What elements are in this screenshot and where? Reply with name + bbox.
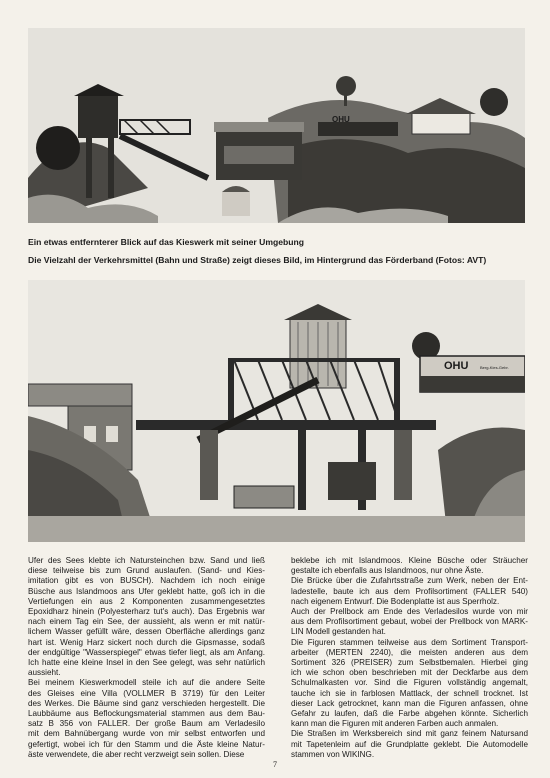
text-line: nach eigenem Entwurf. Die Bodenplatte ist aus Sperrholz.	[291, 596, 500, 606]
text-line: tauche ich sie in farblosen Mattlack, der schnell trocknet. Ist	[291, 688, 528, 698]
photo-bridge-traffic	[28, 280, 525, 542]
text-line: mit dem Bahnübergang wurde von mir selbst entworfen und	[28, 729, 265, 739]
text-line: Büsche aus Islandmoos ans Ufer geklebt hatte, goß ich in die	[28, 586, 265, 596]
bottom-photo-sign: OHU	[444, 360, 469, 372]
photo-kieswerk-overview-image	[28, 28, 525, 223]
text-line: der endgültige "Wasserspiegel" etwas tiefer liegt, als am Anfang.	[28, 647, 265, 657]
text-line: satz B 356 von FALLER. Der große Baum am Verladesilo	[28, 719, 265, 729]
text-line: Die Brücke über die Zufahrtsstraße zum Werk, neben der Ent-	[291, 576, 528, 586]
text-line: des Werkes. Die Bäume sind ganz verschieden hergestellt. Die	[28, 698, 265, 708]
text-line: mit Tapetenleim auf die Grundplatte geklebt. Die Automodelle	[291, 739, 528, 749]
text-line: Epoxidharz hinein (Polyesterharz tut's auch). Das Ergebnis war	[28, 607, 265, 617]
text-line: aus dem Profilsortiment gebaut, wobei der Prellbock von MARK-	[291, 617, 528, 627]
text-line: Bei meinem Kieswerkmodell steile ich auf die andere Seite	[28, 678, 265, 688]
text-line: Sortiment 326 (PREISER) zum Selbstbemalen. Hierbei ging	[291, 658, 528, 668]
article-column-left	[28, 556, 265, 760]
text-line: beklebe ich mit Islandmoos. Kleine Büsche oder Sträucher	[291, 556, 528, 565]
text-line: nach einem Tag ein See, der aussieht, als wenn er mit natür-	[28, 617, 265, 627]
text-line: aussieht.	[28, 668, 61, 678]
text-line: Auch der Prellbock am Ende des Verladesilos wurde von mir	[291, 607, 528, 617]
text-line: gestalte ich ebenfalls aus Islandmoos, nur ohne Äste.	[291, 566, 484, 576]
text-line: hart ist. Wenig Harz sickert noch durch die Gipsmasse, sodaß	[28, 637, 265, 647]
text-line: Gefahr zu laufen, daß die Farbe abgehen könnte. Sicherlich	[291, 709, 528, 719]
photo-bridge-traffic-image	[28, 280, 525, 542]
text-line: diese teilweise bis zum Grund auslaufen. (Sand- und Kies-	[28, 566, 265, 576]
text-line: äste verwendete, die aber recht verzweigt sein sollen. Diese	[28, 749, 245, 759]
bottom-photo-sign-small: Berg-Kies-Gebr.	[480, 365, 509, 370]
text-line: arbeiter (MERTEN 2240), die meisten anderen aus dem	[291, 647, 528, 657]
text-line: imitation gibt es von BUSCH). Nachdem ich noch einige	[28, 576, 265, 586]
text-line: LIN Modell gestanden hat.	[291, 627, 386, 637]
text-line: Ich hatte eine kleine Insel in den See gelegt, was sehr natürlich	[28, 658, 265, 668]
caption-bottom-photo: Die Vielzahl der Verkehrsmittel (Bahn und Straße) zeigt dieses Bild, im Hintergrund das Förderband (Fotos: AVT)	[28, 255, 487, 265]
text-line: Die Straßen im Werksbereich sind mit ganz feinem Natursand	[291, 729, 528, 739]
text-line: Schulmalkasten vor. Sind die Figuren vollständig angemalt,	[291, 678, 528, 688]
text-line: stammen von WIKING.	[291, 749, 375, 759]
text-line: kann man die Figuren mit anderen Farben auch anmalen.	[291, 719, 499, 729]
page-number: 7	[273, 760, 277, 769]
article-column-right	[291, 556, 528, 760]
text-line: Laubbäume aus Beflockungsmaterial stammen aus dem Bau-	[28, 709, 265, 719]
photo-kieswerk-overview	[28, 28, 525, 223]
text-line: ladestelle, baute ich aus dem Profilsortiment (FALLER 540)	[291, 586, 528, 596]
text-line: ich wie schon oben beschrieben mit der Deckfarbe aus dem	[291, 668, 528, 678]
text-line: des Gleises eine Villa (VOLLMER B 3719) für den Leiter	[28, 688, 265, 698]
top-photo-sign: OHU	[332, 115, 350, 124]
text-line: gefertigt, wobei ich für den Stamm und die Äste kleine Natur-	[28, 739, 265, 749]
text-line: Vertiefungen ein aus 2 Komponenten zusammengesetztes	[28, 596, 265, 606]
caption-top-photo: Ein etwas entfernterer Blick auf das Kieswerk mit seiner Umgebung	[28, 237, 305, 247]
text-line: lichem Wasser gefüllt wäre, dessen Oberfläche allerdings ganz	[28, 627, 265, 637]
text-line: dieser Lack getrocknet, kann man die Figuren anfassen, ohne	[291, 698, 528, 708]
text-line: Die Figuren stammen teilweise aus dem Sortiment Transport-	[291, 637, 528, 647]
text-line: Ufer des Sees klebte ich Natursteinchen bzw. Sand und ließ	[28, 556, 265, 565]
